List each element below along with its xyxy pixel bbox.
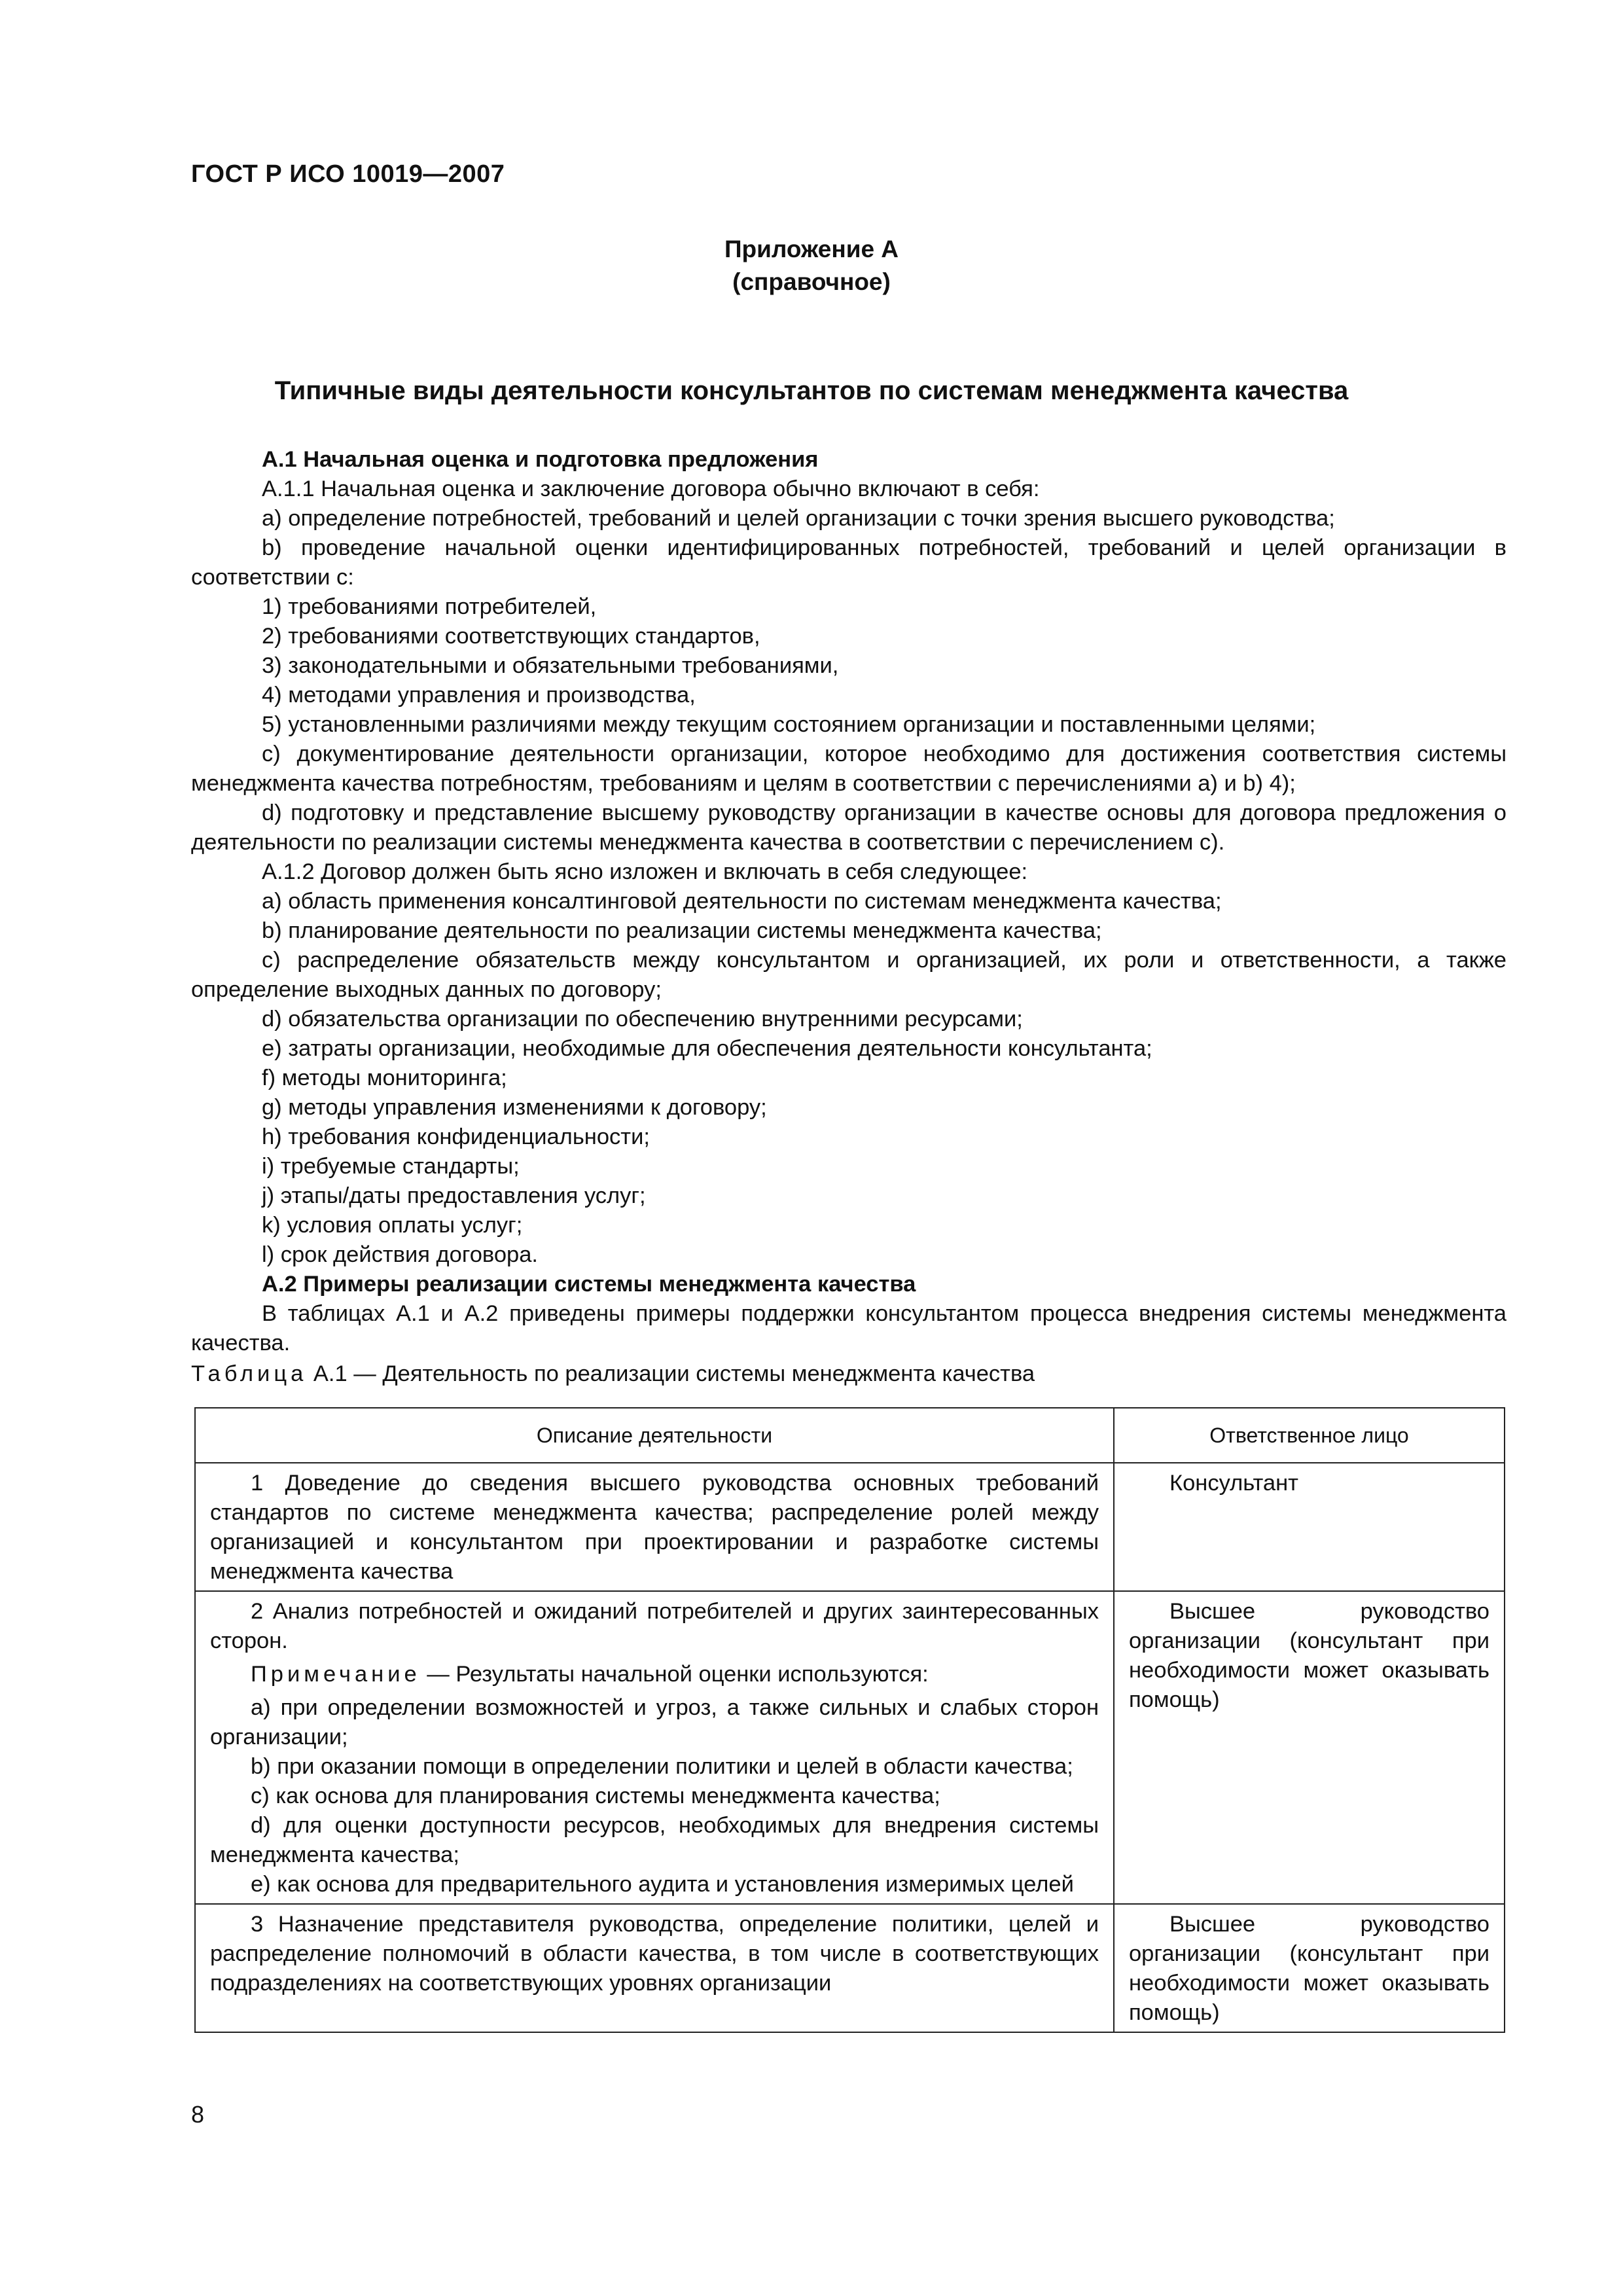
activity-text: 2 Анализ потребностей и ожиданий потребителей и других заинтересованных сторон. [210,1599,1099,1653]
table-header-responsible: Ответственное лицо [1114,1408,1505,1463]
responsible-text: Консультант [1169,1471,1298,1496]
responsible-text: Высшее руководство организации (консультант при необходимости может оказывать помощь) [1129,1599,1489,1712]
note-text: — Результаты начальной оценки используются: [420,1662,929,1687]
document-id: ГОСТ Р ИСО 10019—2007 [191,160,505,188]
body-paragraph: a) область применения консалтинговой деятельности по системам менеджмента качества; [262,889,1222,914]
table-caption [191,1361,1035,1387]
note-item: d) для оценки доступности ресурсов, необходимых для внедрения системы менеджмента качества; [210,1813,1099,1867]
activity-text: 1 Доведение до сведения высшего руководства основных требований стандартов по системе менеджмента качества; распределение ролей между организацией и консультантом при проектировании и разработке системы менеджмента качества [210,1471,1099,1584]
note-item: a) при определении возможностей и угроз, а также сильных и слабых сторон организации; [210,1695,1099,1749]
body-paragraph: d) обязательства организации по обеспечению внутренними ресурсами; [262,1007,1023,1031]
body-paragraph: 1) требованиями потребителей, [262,594,597,619]
body-paragraph: А.1.1 Начальная оценка и заключение договора обычно включают в себя: [262,476,1040,501]
responsible-text: Высшее руководство организации (консультант при необходимости может оказывать помощь) [1129,1912,1489,2025]
table-header-activity: Описание деятельности [195,1408,1114,1463]
body-paragraph: e) затраты организации, необходимые для обеспечения деятельности консультанта; [262,1036,1152,1061]
activity-table [194,1407,1505,2033]
table-cell-responsible [1114,1463,1505,1591]
body-paragraph: 5) установленными различиями между текущим состоянием организации и поставленными целями; [262,712,1316,737]
table-cell-activity [195,1463,1114,1591]
body-paragraph: i) требуемые стандарты; [262,1154,520,1179]
section-heading: А.2 Примеры реализации системы менеджмента качества [262,1272,916,1297]
table-caption-label: Таблица [191,1361,308,1386]
body-text [191,445,1507,1358]
table-cell-responsible [1114,1904,1505,2032]
body-paragraph: 3) законодательными и обязательными требованиями, [262,653,839,678]
body-paragraph: В таблицах А.1 и А.2 приведены примеры поддержки консультантом процесса внедрения системы менеджмента качества. [191,1301,1507,1355]
body-paragraph: 4) методами управления и производства, [262,683,696,708]
body-paragraph: b) проведение начальной оценки идентифицированных потребностей, требований и целей организации в соответствии с: [191,535,1507,590]
body-paragraph: a) определение потребностей, требований и целей организации с точки зрения высшего руководства; [262,506,1335,531]
body-paragraph: b) планирование деятельности по реализации системы менеджмента качества; [262,918,1102,943]
body-paragraph: f) методы мониторинга; [262,1066,507,1090]
table-caption-text: А.1 — Деятельность по реализации системы менеджмента качества [307,1361,1035,1386]
note-label: Примечание [251,1662,421,1687]
table-row [195,1591,1505,1904]
table-row [195,1904,1505,2032]
note-item: b) при оказании помощи в определении политики и целей в области качества; [251,1754,1073,1779]
body-paragraph: j) этапы/даты предоставления услуг; [262,1183,646,1208]
appendix-title: Типичные виды деятельности консультантов по системам менеджмента качества [274,376,1349,405]
body-paragraph: c) документирование деятельности организации, которое необходимо для достижения соответствия системы менеджмента качества потребностям, требованиям и целям в соответствии с перечислениями а) и b) 4); [191,742,1507,796]
note-item: e) как основа для предварительного аудита и установления измеримых целей [251,1872,1074,1897]
table-header-row [195,1408,1505,1463]
activity-text: 3 Назначение представителя руководства, определение политики, целей и распределение полномочий в области качества, в том числе в соответствующих подразделениях на соответствующих уровнях организации [210,1912,1099,1996]
body-paragraph: l) срок действия договора. [262,1242,538,1267]
note [210,1660,1099,1689]
body-paragraph: 2) требованиями соответствующих стандартов, [262,624,760,649]
table-row [195,1463,1505,1591]
appendix-label: Приложение А [724,236,899,262]
table-cell-activity [195,1904,1114,2032]
body-paragraph: k) условия оплаты услуг; [262,1213,523,1238]
table-cell-responsible [1114,1591,1505,1904]
appendix-heading [0,236,1623,296]
appendix-type: (справочное) [732,268,891,295]
body-paragraph: А.1.2 Договор должен быть ясно изложен и включать в себя следующее: [262,859,1028,884]
body-paragraph: h) требования конфиденциальности; [262,1124,650,1149]
body-paragraph: d) подготовку и представление высшему руководству организации в качестве основы для договора предложения о деятельности по реализации системы менеджмента качества в соответствии с перечислением c). [191,800,1507,855]
body-paragraph: c) распределение обязательств между консультантом и организацией, их роли и ответственности, а также определение выходных данных по договору; [191,948,1507,1002]
body-paragraph: g) методы управления изменениями к договору; [262,1095,767,1120]
table-cell-activity [195,1591,1114,1904]
page-number: 8 [191,2101,205,2128]
section-heading: А.1 Начальная оценка и подготовка предложения [262,447,819,472]
note-item: c) как основа для планирования системы менеджмента качества; [251,1784,940,1808]
